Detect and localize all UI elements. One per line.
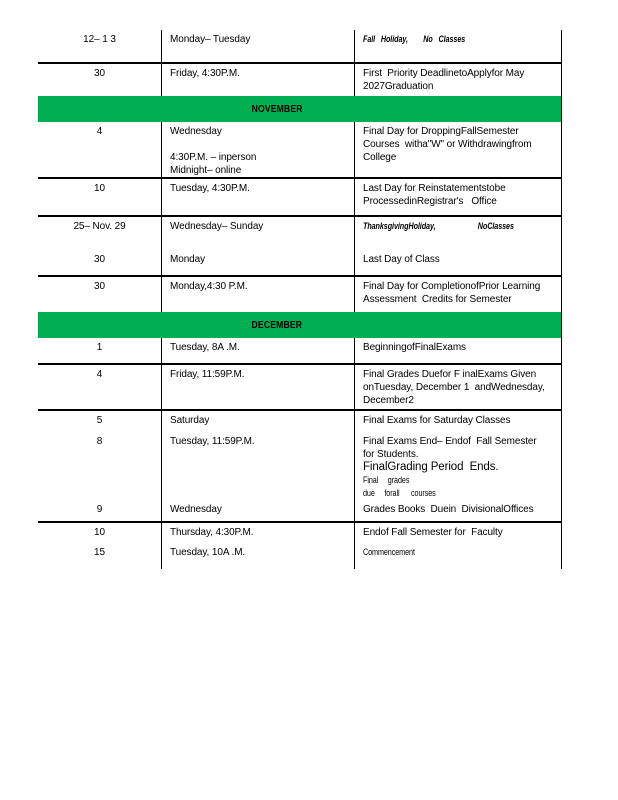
- date-value: 1: [96, 342, 103, 353]
- day-time-cell: [162, 64, 355, 96]
- cell-line: [363, 448, 555, 461]
- cell-line: [363, 80, 555, 93]
- cell-line: [170, 503, 350, 516]
- date-cell: [38, 432, 162, 500]
- date-value: 4: [96, 126, 103, 137]
- event-cell: [355, 250, 561, 275]
- cell-line: [363, 526, 555, 539]
- cell-line: [170, 151, 350, 164]
- cell-line: [363, 394, 555, 407]
- event-cell: [355, 277, 561, 312]
- event-cell: [355, 365, 561, 409]
- text-run: Tuesday, 4:30P.M.: [170, 183, 250, 194]
- text-run: Final Exams End– Endof Fall Semester: [363, 436, 537, 447]
- table-row: [38, 523, 561, 543]
- table-row: [38, 365, 561, 409]
- event-cell: [355, 411, 561, 432]
- cell-line: [363, 414, 555, 427]
- event-cell: [355, 64, 561, 96]
- text-run: Commencement: [363, 547, 415, 557]
- event-cell: [355, 122, 561, 177]
- date-cell: [38, 217, 162, 250]
- text-run: Last Day for Reinstatementstobe: [363, 183, 506, 194]
- cell-line: [170, 67, 350, 80]
- day-time-cell: [162, 30, 355, 62]
- cell-line: [363, 461, 555, 487]
- text-run: Wednesday: [170, 504, 222, 515]
- date-cell: [38, 338, 162, 363]
- table-row-block: [38, 179, 561, 217]
- cell-line: [170, 125, 350, 138]
- date-cell: [38, 365, 162, 409]
- table-row: [38, 411, 561, 432]
- text-run: BeginningofFinalExams: [363, 342, 466, 353]
- date-cell: [38, 277, 162, 312]
- text-run: Endof Fall Semester for Faculty: [363, 527, 503, 538]
- day-time-cell: [162, 277, 355, 312]
- date-cell: [38, 179, 162, 215]
- cell-line: [170, 253, 350, 266]
- event-cell: [355, 338, 561, 363]
- text-run: Tuesday, 8A .M.: [170, 342, 240, 353]
- text-run: Monday: [170, 254, 205, 265]
- day-time-cell: [162, 365, 355, 409]
- table-row-block: [38, 30, 561, 64]
- cell-line: [170, 526, 350, 539]
- cell-line: [170, 220, 350, 233]
- text-run: Monday,4:30 P.M.: [170, 281, 248, 292]
- date-value: 12– 1 3: [83, 34, 116, 45]
- text-run: FinalGrading Period Ends.: [363, 461, 502, 473]
- text-run: December2: [363, 395, 414, 406]
- text-run: Tuesday, 11:59P.M.: [170, 436, 255, 447]
- table-row: [38, 64, 561, 96]
- text-run: Final grades: [363, 475, 410, 485]
- date-cell: [38, 250, 162, 275]
- cell-line: [170, 138, 350, 151]
- table-row-block: [38, 365, 561, 411]
- table-row: [38, 122, 561, 177]
- cell-line: [363, 67, 555, 80]
- text-run: Wednesday– Sunday: [170, 221, 264, 232]
- cell-line: [363, 125, 555, 138]
- event-cell: [355, 217, 561, 250]
- cell-line: [363, 280, 555, 293]
- month-header-label: DECEMBER: [251, 319, 303, 331]
- text-run: 4:30P.M. – inperson: [170, 152, 257, 163]
- table-row-block: [38, 411, 561, 523]
- text-run: 2027Graduation: [363, 81, 434, 92]
- date-cell: [38, 411, 162, 432]
- cell-line: [363, 195, 555, 208]
- text-run: Wednesday: [170, 126, 222, 137]
- cell-line: [363, 503, 555, 516]
- table-row-block: [38, 523, 561, 569]
- text-run: Courses witha"W" or Withdrawingfrom: [363, 139, 532, 150]
- text-run: Thursday, 4:30P.M.: [170, 527, 254, 538]
- text-run: ProcessedinRegistrar's Office: [363, 196, 497, 207]
- text-run: for Students.: [363, 449, 419, 460]
- table-row: [38, 217, 561, 250]
- date-cell: [38, 523, 162, 543]
- cell-line: [363, 33, 555, 46]
- month-header-december: [38, 312, 561, 338]
- table-row: [38, 277, 561, 312]
- date-cell: [38, 122, 162, 177]
- event-cell: [355, 432, 561, 500]
- event-cell: [355, 30, 561, 62]
- day-time-cell: [162, 411, 355, 432]
- day-time-cell: [162, 217, 355, 250]
- text-run: First Priority DeadlinetoApplyfor May: [363, 68, 525, 79]
- day-time-cell: [162, 523, 355, 543]
- cell-line: [363, 151, 555, 164]
- cell-line: [363, 341, 555, 354]
- text-run: Monday– Tuesday: [170, 34, 251, 45]
- cell-line: [170, 182, 350, 195]
- cell-line: [170, 280, 350, 293]
- table-row: [38, 338, 561, 363]
- text-run: Final Grades Duefor F inalExams Given: [363, 369, 537, 380]
- date-value: 4: [96, 369, 103, 380]
- table-row: [38, 543, 561, 569]
- date-value: 10: [94, 527, 105, 538]
- cell-line: [363, 138, 555, 151]
- date-value: 8: [96, 436, 103, 447]
- date-value: 25– Nov. 29: [73, 221, 126, 232]
- cell-line: [170, 546, 350, 559]
- cell-line: [363, 487, 555, 500]
- cell-line: [363, 293, 555, 306]
- cell-line: [363, 182, 555, 195]
- cell-line: [363, 546, 555, 559]
- cell-line: [363, 381, 555, 394]
- cell-line: [170, 341, 350, 354]
- text-run: Friday, 4:30P.M.: [170, 68, 240, 79]
- event-cell: [355, 500, 561, 521]
- cell-line: [170, 368, 350, 381]
- text-run: Final Exams for Saturday Classes: [363, 415, 511, 426]
- cell-line: [170, 414, 350, 427]
- date-value: 30: [94, 281, 105, 292]
- text-run: College: [363, 152, 397, 163]
- date-value: 10: [94, 183, 105, 194]
- day-time-cell: [162, 250, 355, 275]
- text-run: Midnight– online: [170, 165, 242, 176]
- day-time-cell: [162, 179, 355, 215]
- text-run: Tuesday, 10A .M.: [170, 547, 246, 558]
- day-time-cell: [162, 543, 355, 569]
- cell-line: [170, 435, 350, 448]
- date-value: 30: [94, 254, 105, 265]
- date-cell: [38, 64, 162, 96]
- cell-line: [363, 220, 555, 233]
- date-value: 5: [96, 415, 103, 426]
- text-run: Final Day for CompletionofPrior Learning: [363, 281, 541, 292]
- text-run: Saturday: [170, 415, 210, 426]
- text-run: Friday, 11:59P.M.: [170, 369, 245, 380]
- text-run: Grades Books Duein DivisionalOffices: [363, 504, 534, 515]
- event-cell: [355, 179, 561, 215]
- day-time-cell: [162, 122, 355, 177]
- table-row: [38, 432, 561, 500]
- text-run: ThanksgivingHoliday, NoClasses: [363, 221, 514, 231]
- date-value: 9: [96, 504, 103, 515]
- month-header-label: NOVEMBER: [251, 103, 303, 115]
- text-run: Fall Holiday, No Classes: [363, 34, 466, 44]
- cell-line: [363, 435, 555, 448]
- date-cell: [38, 30, 162, 62]
- date-value: 30: [94, 68, 105, 79]
- table-row: [38, 500, 561, 521]
- cell-line: [170, 164, 350, 177]
- table-row-block: [38, 217, 561, 277]
- text-run: Last Day of Class: [363, 254, 440, 265]
- date-value: 15: [94, 547, 105, 558]
- month-header-november: [38, 96, 561, 122]
- event-cell: [355, 523, 561, 543]
- day-time-cell: [162, 338, 355, 363]
- table-row-block: [38, 277, 561, 312]
- text-run: Assessment Credits for Semester: [363, 294, 512, 305]
- table-row-block: [38, 64, 561, 96]
- table-row: [38, 250, 561, 275]
- table-row: [38, 179, 561, 215]
- cell-line: [363, 368, 555, 381]
- text-run: Final Day for DroppingFallSemester: [363, 126, 519, 137]
- cell-line: [170, 33, 350, 46]
- calendar-table: [38, 30, 562, 569]
- table-row-block: [38, 122, 561, 179]
- date-cell: [38, 543, 162, 569]
- cell-line: [363, 253, 555, 266]
- day-time-cell: [162, 500, 355, 521]
- text-run: onTuesday, December 1 andWednesday,: [363, 382, 545, 393]
- day-time-cell: [162, 432, 355, 500]
- table-row: [38, 30, 561, 62]
- table-row-block: [38, 338, 561, 365]
- event-cell: [355, 543, 561, 569]
- date-cell: [38, 500, 162, 521]
- text-run: due forall courses: [363, 488, 436, 498]
